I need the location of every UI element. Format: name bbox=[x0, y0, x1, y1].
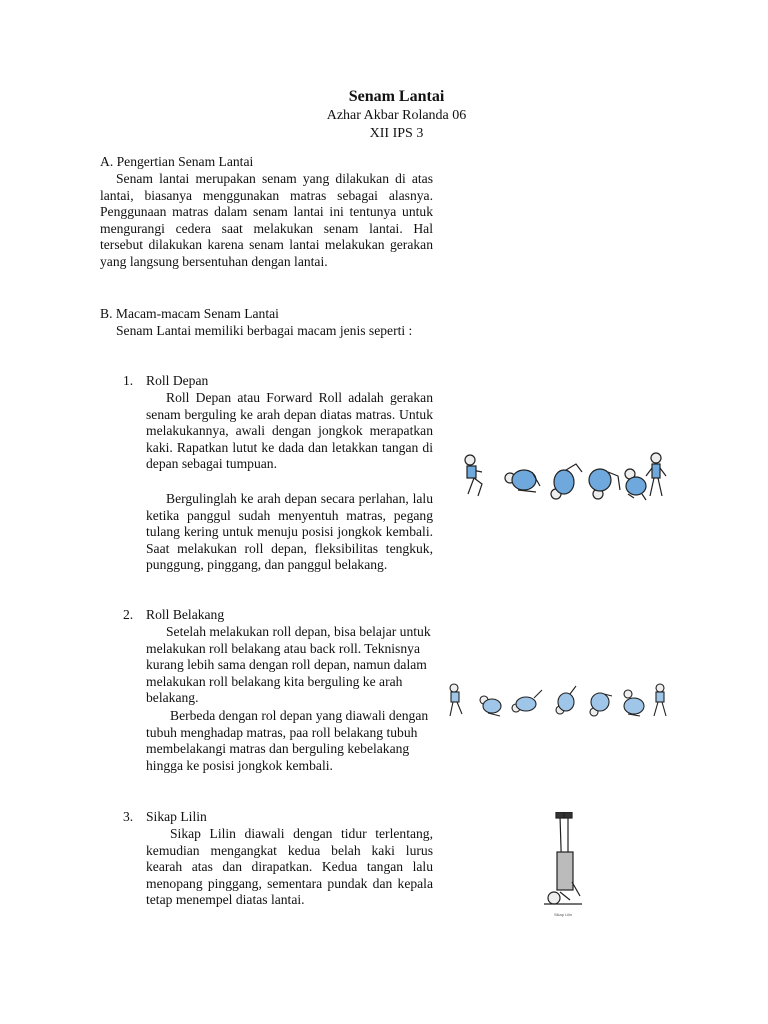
candle-stance-caption: Sikap Lilin bbox=[554, 912, 573, 917]
item-2-number: 2. bbox=[123, 607, 134, 622]
item-3-title: Sikap Lilin bbox=[146, 809, 207, 824]
item-1-paragraph-2: Bergulinglah ke arah depan secara perlahan, lalu ketika panggul sudah menyentuh matras, pegang tulang kering untuk menuju posisi jongkok kembali. Saat melakukan roll depan, fleksibilitas tengkuk, punggung, pinggang, dan panggul belakang. bbox=[146, 491, 433, 572]
item-3-paragraph-1: Sikap Lilin diawali dengan tidur terlentang, kemudian mengangkat kedua belah kaki lurus kearah atas dan dirapatkan. Kedua tangan lalu menopang pinggang, sementara pundak dan kepala tetap menempel diatas lantai. bbox=[146, 826, 433, 907]
item-1-title: Roll Depan bbox=[146, 373, 209, 388]
forward-roll-illustration bbox=[458, 450, 668, 506]
item-1-paragraph-1: Roll Depan atau Forward Roll adalah gerakan senam berguling ke arah depan diatas matras. Untuk melakukannya, awali dengan jongkok merapatkan kaki. Rapatkan lutut ke dada dan letakkan tangan di depan sebagai tumpuan. bbox=[146, 390, 433, 471]
item-2-title: Roll Belakang bbox=[146, 607, 225, 622]
section-a-heading: A. Pengertian Senam Lantai bbox=[100, 154, 254, 169]
item-2-paragraph-1: Setelah melakukan roll depan, bisa belajar untuk melakukan roll belakang atau back roll. Teknisnya kurang lebih sama dengan roll depan, namun dalam melakukan roll belakang kita berguling ke arah belakang. bbox=[146, 624, 431, 705]
author-name: Azhar Akbar Rolanda 06 bbox=[326, 108, 467, 123]
section-a-body: Senam lantai merupakan senam yang dilakukan di atas lantai, biasanya menggunakan matras sebagai alasnya. Penggunaan matras dalam senam lantai ini tentunya untuk mengurangi cedera saat melakukan senam lantai. Hal tersebut dilakukan karena senam lantai melakukan gerakan yang langsung bersentuhan dengan lantai. bbox=[100, 171, 433, 269]
candle-stance-illustration bbox=[530, 812, 600, 922]
item-1-number: 1. bbox=[123, 373, 134, 388]
document-title: Senam Lantai bbox=[348, 88, 445, 105]
class-label: XII IPS 3 bbox=[369, 126, 424, 141]
backward-roll-illustration bbox=[444, 680, 672, 720]
item-2-paragraph-2: Berbeda dengan rol depan yang diawali dengan tubuh menghadap matras, paa roll belakang tubuh membelakangi matras dan berguling kebelakang hingga ke posisi jongkok kembali. bbox=[146, 708, 429, 773]
section-b-intro: Senam Lantai memiliki berbagai macam jenis seperti : bbox=[116, 323, 413, 338]
item-3-number: 3. bbox=[123, 809, 134, 824]
section-b-heading: B. Macam-macam Senam Lantai bbox=[100, 306, 279, 321]
